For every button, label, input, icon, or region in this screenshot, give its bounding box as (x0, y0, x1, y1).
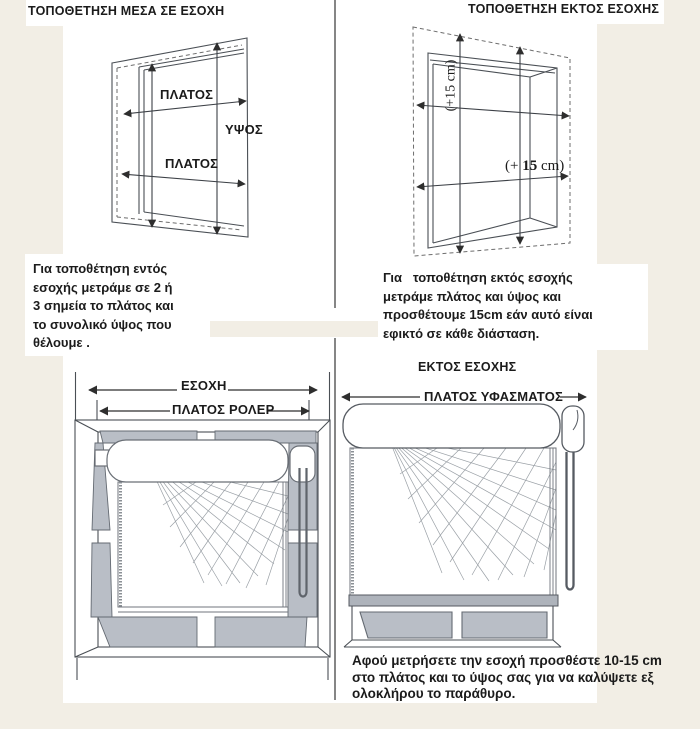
width-label-bottom: ΠΛΑΤΟΣ (165, 156, 219, 171)
note-inside-recess: Για τοποθέτηση εντός εσοχής μετράμε σε 2 ή 3 σημεία το πλάτος και το συνολικό ύψος που θέλουμε . (33, 261, 174, 350)
plus-15cm-vertical-label: (+15 cm) (443, 59, 459, 112)
note-outside-recess: Για τοποθέτηση εκτός εσοχής μετράμε πλάτος και ύψος και προσθέτουμε 15cm εάν αυτό είναι εφικτό σε κάθε διάσταση. (383, 270, 593, 341)
net-pattern (388, 436, 556, 581)
title-outside-recess: ΤΟΠΟΘΕΤΗΣΗ ΕΚΤΟΣ ΕΣΟΧΗΣ (468, 2, 660, 16)
fabric-width-label: ΠΛΑΤΟΣ ΥΦΑΣΜΑΤΟΣ (424, 389, 564, 404)
roller-outside-recess-diagram (342, 397, 586, 647)
plus-15cm-horizontal-label (505, 158, 564, 175)
chain-loop (567, 452, 574, 590)
title-inside-recess: ΤΟΠΟΘΕΤΗΣΗ ΜΕΣΑ ΣΕ ΕΣΟΧΗ (28, 4, 225, 18)
plus15-pre: (+ (505, 158, 523, 174)
roller-tube (343, 404, 584, 452)
recess-label: ΕΣΟΧΗ (181, 378, 227, 393)
control-bracket (290, 446, 315, 482)
roller-inside-recess-diagram (75, 372, 330, 680)
inside-recess-window-diagram (112, 38, 248, 237)
roller-tube (95, 440, 315, 482)
height-label: ΥΨΟΣ (225, 122, 263, 137)
note-bottom: Αφού μετρήσετε την εσοχή προσθέστε 10-15 cm στο πλάτος και το ύψος σας για να καλύψετε εξ ολοκλήρου το παράθυρο. (352, 653, 662, 701)
plus15-post: cm) (537, 158, 565, 174)
width-measure-arrows (122, 101, 246, 184)
height-measure-arrows (152, 43, 217, 234)
control-bracket (562, 406, 584, 452)
width-label-top: ΠΛΑΤΟΣ (160, 87, 214, 102)
plus15-value: 15 (522, 158, 538, 174)
outside-recess-window-diagram (413, 27, 570, 256)
height-measure-arrows (460, 34, 523, 253)
roller-width-label: ΠΛΑΤΟΣ ΡΟΛΕΡ (172, 402, 275, 417)
bottom-hem-bar (349, 595, 558, 606)
outside-recess-heading: ΕΚΤΟΣ ΕΣΟΧΗΣ (418, 360, 517, 374)
window-bottom (344, 606, 561, 647)
